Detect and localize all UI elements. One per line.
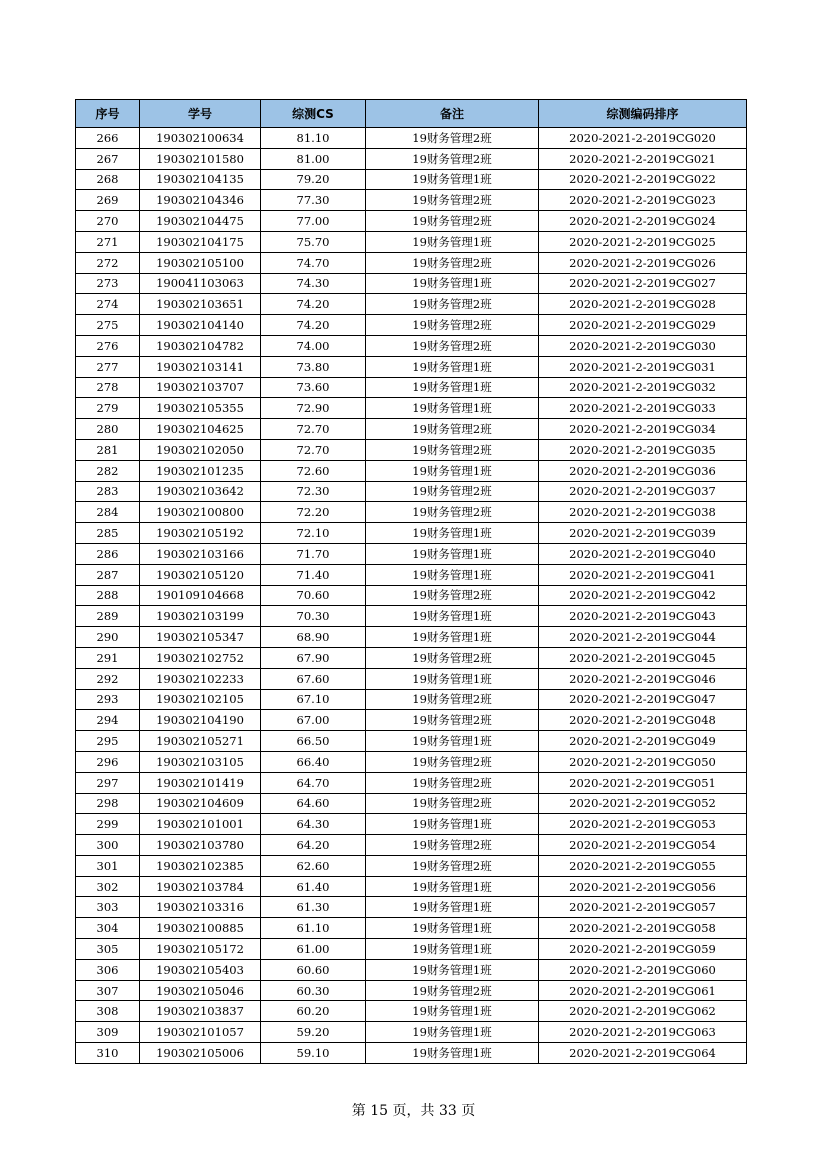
table-row xyxy=(76,1001,747,1022)
cell-code: 2020-2021-2-2019CG036 xyxy=(539,460,747,481)
footer-middle: 页，共 xyxy=(392,1103,435,1119)
cell-score: 61.00 xyxy=(261,939,366,960)
cell-seq: 288 xyxy=(76,585,140,606)
cell-code: 2020-2021-2-2019CG042 xyxy=(539,585,747,606)
cell-seq: 308 xyxy=(76,1001,140,1022)
cell-remark: 19财务管理2班 xyxy=(366,148,539,169)
cell-student-id: 190109104668 xyxy=(140,585,261,606)
footer-current-page: 15 xyxy=(370,1103,389,1119)
cell-student-id: 190302103642 xyxy=(140,481,261,502)
table-row xyxy=(76,710,747,731)
table-row xyxy=(76,647,747,668)
cell-code: 2020-2021-2-2019CG031 xyxy=(539,356,747,377)
cell-student-id: 190302101419 xyxy=(140,772,261,793)
footer-suffix: 页 xyxy=(461,1103,476,1119)
cell-seq: 309 xyxy=(76,1022,140,1043)
cell-score: 60.30 xyxy=(261,980,366,1001)
cell-code: 2020-2021-2-2019CG053 xyxy=(539,814,747,835)
cell-remark: 19财务管理2班 xyxy=(366,294,539,315)
cell-seq: 273 xyxy=(76,273,140,294)
cell-seq: 284 xyxy=(76,502,140,523)
cell-seq: 306 xyxy=(76,959,140,980)
cell-seq: 275 xyxy=(76,315,140,336)
footer-prefix: 第 xyxy=(351,1103,366,1119)
cell-code: 2020-2021-2-2019CG062 xyxy=(539,1001,747,1022)
cell-score: 77.00 xyxy=(261,211,366,232)
cell-remark: 19财务管理2班 xyxy=(366,315,539,336)
cell-seq: 300 xyxy=(76,835,140,856)
cell-seq: 297 xyxy=(76,772,140,793)
cell-score: 60.60 xyxy=(261,959,366,980)
cell-code: 2020-2021-2-2019CG054 xyxy=(539,835,747,856)
cell-student-id: 190302104625 xyxy=(140,419,261,440)
cell-seq: 303 xyxy=(76,897,140,918)
cell-remark: 19财务管理1班 xyxy=(366,273,539,294)
cell-code: 2020-2021-2-2019CG045 xyxy=(539,647,747,668)
table-row xyxy=(76,252,747,273)
cell-code: 2020-2021-2-2019CG034 xyxy=(539,419,747,440)
cell-score: 72.90 xyxy=(261,398,366,419)
table-row xyxy=(76,356,747,377)
cell-code: 2020-2021-2-2019CG051 xyxy=(539,772,747,793)
cell-code: 2020-2021-2-2019CG061 xyxy=(539,980,747,1001)
table-row xyxy=(76,398,747,419)
header-remark: 备注 xyxy=(366,100,539,128)
cell-code: 2020-2021-2-2019CG021 xyxy=(539,148,747,169)
cell-seq: 295 xyxy=(76,731,140,752)
cell-code: 2020-2021-2-2019CG056 xyxy=(539,876,747,897)
cell-score: 61.10 xyxy=(261,918,366,939)
table-row xyxy=(76,793,747,814)
table-row xyxy=(76,273,747,294)
cell-seq: 272 xyxy=(76,252,140,273)
cell-score: 66.40 xyxy=(261,751,366,772)
cell-remark: 19财务管理1班 xyxy=(366,918,539,939)
cell-seq: 271 xyxy=(76,231,140,252)
cell-student-id: 190302104175 xyxy=(140,231,261,252)
cell-remark: 19财务管理2班 xyxy=(366,585,539,606)
cell-student-id: 190302105192 xyxy=(140,523,261,544)
cell-seq: 287 xyxy=(76,564,140,585)
cell-code: 2020-2021-2-2019CG032 xyxy=(539,377,747,398)
cell-remark: 19财务管理2班 xyxy=(366,855,539,876)
table-row xyxy=(76,190,747,211)
cell-code: 2020-2021-2-2019CG033 xyxy=(539,398,747,419)
cell-remark: 19财务管理1班 xyxy=(366,731,539,752)
cell-remark: 19财务管理2班 xyxy=(366,980,539,1001)
cell-code: 2020-2021-2-2019CG046 xyxy=(539,668,747,689)
cell-score: 77.30 xyxy=(261,190,366,211)
table-row xyxy=(76,211,747,232)
table-row xyxy=(76,855,747,876)
table-row xyxy=(76,772,747,793)
cell-seq: 282 xyxy=(76,460,140,481)
cell-code: 2020-2021-2-2019CG055 xyxy=(539,855,747,876)
header-row xyxy=(76,100,747,128)
cell-code: 2020-2021-2-2019CG049 xyxy=(539,731,747,752)
cell-student-id: 190302104609 xyxy=(140,793,261,814)
cell-score: 61.30 xyxy=(261,897,366,918)
cell-score: 59.10 xyxy=(261,1043,366,1064)
cell-seq: 286 xyxy=(76,543,140,564)
cell-score: 81.10 xyxy=(261,128,366,149)
cell-score: 64.70 xyxy=(261,772,366,793)
cell-student-id: 190302104782 xyxy=(140,335,261,356)
cell-student-id: 190302102233 xyxy=(140,668,261,689)
cell-remark: 19财务管理1班 xyxy=(366,523,539,544)
cell-seq: 280 xyxy=(76,419,140,440)
cell-remark: 19财务管理2班 xyxy=(366,710,539,731)
table-row xyxy=(76,835,747,856)
cell-seq: 277 xyxy=(76,356,140,377)
table-row xyxy=(76,439,747,460)
cell-remark: 19财务管理2班 xyxy=(366,439,539,460)
cell-student-id: 190302102050 xyxy=(140,439,261,460)
cell-score: 59.20 xyxy=(261,1022,366,1043)
cell-remark: 19财务管理2班 xyxy=(366,772,539,793)
cell-score: 70.60 xyxy=(261,585,366,606)
cell-remark: 19财务管理2班 xyxy=(366,835,539,856)
cell-score: 62.60 xyxy=(261,855,366,876)
cell-score: 70.30 xyxy=(261,606,366,627)
cell-student-id: 190302105006 xyxy=(140,1043,261,1064)
cell-code: 2020-2021-2-2019CG020 xyxy=(539,128,747,149)
cell-score: 73.80 xyxy=(261,356,366,377)
table-row xyxy=(76,918,747,939)
cell-code: 2020-2021-2-2019CG023 xyxy=(539,190,747,211)
table-row xyxy=(76,315,747,336)
cell-remark: 19财务管理1班 xyxy=(366,939,539,960)
table-row xyxy=(76,585,747,606)
cell-code: 2020-2021-2-2019CG022 xyxy=(539,169,747,190)
cell-student-id: 190302103316 xyxy=(140,897,261,918)
table-row xyxy=(76,980,747,1001)
table-row xyxy=(76,1043,747,1064)
score-table xyxy=(75,99,747,1064)
table-row xyxy=(76,627,747,648)
cell-code: 2020-2021-2-2019CG047 xyxy=(539,689,747,710)
cell-remark: 19财务管理1班 xyxy=(366,606,539,627)
cell-remark: 19财务管理2班 xyxy=(366,751,539,772)
cell-code: 2020-2021-2-2019CG035 xyxy=(539,439,747,460)
cell-code: 2020-2021-2-2019CG040 xyxy=(539,543,747,564)
cell-code: 2020-2021-2-2019CG059 xyxy=(539,939,747,960)
table-row xyxy=(76,751,747,772)
cell-code: 2020-2021-2-2019CG041 xyxy=(539,564,747,585)
cell-score: 67.00 xyxy=(261,710,366,731)
cell-remark: 19财务管理1班 xyxy=(366,398,539,419)
cell-student-id: 190302102752 xyxy=(140,647,261,668)
cell-remark: 19财务管理1班 xyxy=(366,231,539,252)
cell-score: 75.70 xyxy=(261,231,366,252)
table-row xyxy=(76,231,747,252)
table-row xyxy=(76,419,747,440)
table-row xyxy=(76,169,747,190)
cell-seq: 294 xyxy=(76,710,140,731)
cell-score: 72.60 xyxy=(261,460,366,481)
cell-remark: 19财务管理2班 xyxy=(366,502,539,523)
cell-score: 68.90 xyxy=(261,627,366,648)
cell-remark: 19财务管理2班 xyxy=(366,481,539,502)
cell-score: 67.60 xyxy=(261,668,366,689)
table-row xyxy=(76,564,747,585)
cell-student-id: 190302105403 xyxy=(140,959,261,980)
cell-student-id: 190302103784 xyxy=(140,876,261,897)
table-row xyxy=(76,876,747,897)
table-row xyxy=(76,959,747,980)
cell-code: 2020-2021-2-2019CG050 xyxy=(539,751,747,772)
cell-remark: 19财务管理1班 xyxy=(366,460,539,481)
page-footer xyxy=(0,1100,827,1120)
cell-remark: 19财务管理1班 xyxy=(366,1001,539,1022)
cell-seq: 298 xyxy=(76,793,140,814)
cell-seq: 304 xyxy=(76,918,140,939)
cell-code: 2020-2021-2-2019CG064 xyxy=(539,1043,747,1064)
cell-code: 2020-2021-2-2019CG058 xyxy=(539,918,747,939)
cell-score: 72.10 xyxy=(261,523,366,544)
cell-student-id: 190302100800 xyxy=(140,502,261,523)
cell-seq: 268 xyxy=(76,169,140,190)
cell-remark: 19财务管理1班 xyxy=(366,876,539,897)
table-row xyxy=(76,1022,747,1043)
cell-student-id: 190302103780 xyxy=(140,835,261,856)
cell-student-id: 190302102105 xyxy=(140,689,261,710)
cell-seq: 291 xyxy=(76,647,140,668)
cell-seq: 281 xyxy=(76,439,140,460)
cell-seq: 279 xyxy=(76,398,140,419)
table-row xyxy=(76,814,747,835)
cell-score: 66.50 xyxy=(261,731,366,752)
cell-student-id: 190302102385 xyxy=(140,855,261,876)
cell-student-id: 190302100634 xyxy=(140,128,261,149)
table-row xyxy=(76,481,747,502)
cell-seq: 293 xyxy=(76,689,140,710)
cell-remark: 19财务管理2班 xyxy=(366,335,539,356)
cell-seq: 299 xyxy=(76,814,140,835)
cell-seq: 305 xyxy=(76,939,140,960)
cell-student-id: 190302101580 xyxy=(140,148,261,169)
cell-remark: 19财务管理1班 xyxy=(366,1022,539,1043)
cell-student-id: 190302104475 xyxy=(140,211,261,232)
table-row xyxy=(76,523,747,544)
cell-score: 72.20 xyxy=(261,502,366,523)
cell-remark: 19财务管理2班 xyxy=(366,128,539,149)
cell-student-id: 190302105046 xyxy=(140,980,261,1001)
table-row xyxy=(76,335,747,356)
cell-score: 74.20 xyxy=(261,315,366,336)
table-row xyxy=(76,543,747,564)
cell-remark: 19财务管理2班 xyxy=(366,689,539,710)
cell-remark: 19财务管理2班 xyxy=(366,793,539,814)
header-seq: 序号 xyxy=(76,100,140,128)
cell-remark: 19财务管理1班 xyxy=(366,959,539,980)
cell-remark: 19财务管理1班 xyxy=(366,814,539,835)
cell-student-id: 190302104140 xyxy=(140,315,261,336)
cell-code: 2020-2021-2-2019CG052 xyxy=(539,793,747,814)
cell-remark: 19财务管理2班 xyxy=(366,190,539,211)
cell-student-id: 190302103166 xyxy=(140,543,261,564)
cell-score: 73.60 xyxy=(261,377,366,398)
cell-student-id: 190302103105 xyxy=(140,751,261,772)
table-row xyxy=(76,128,747,149)
cell-code: 2020-2021-2-2019CG039 xyxy=(539,523,747,544)
cell-student-id: 190302104346 xyxy=(140,190,261,211)
header-code: 综测编码排序 xyxy=(539,100,747,128)
cell-remark: 19财务管理1班 xyxy=(366,1043,539,1064)
cell-remark: 19财务管理1班 xyxy=(366,897,539,918)
cell-score: 81.00 xyxy=(261,148,366,169)
cell-code: 2020-2021-2-2019CG044 xyxy=(539,627,747,648)
table-body xyxy=(76,128,747,1064)
cell-seq: 301 xyxy=(76,855,140,876)
cell-code: 2020-2021-2-2019CG028 xyxy=(539,294,747,315)
table-header xyxy=(76,100,747,128)
cell-remark: 19财务管理2班 xyxy=(366,211,539,232)
cell-score: 71.40 xyxy=(261,564,366,585)
table-row xyxy=(76,294,747,315)
cell-student-id: 190302103199 xyxy=(140,606,261,627)
cell-remark: 19财务管理1班 xyxy=(366,377,539,398)
cell-code: 2020-2021-2-2019CG063 xyxy=(539,1022,747,1043)
cell-score: 67.10 xyxy=(261,689,366,710)
cell-score: 74.70 xyxy=(261,252,366,273)
table-row xyxy=(76,502,747,523)
cell-student-id: 190302105172 xyxy=(140,939,261,960)
cell-code: 2020-2021-2-2019CG048 xyxy=(539,710,747,731)
cell-score: 67.90 xyxy=(261,647,366,668)
cell-student-id: 190302105347 xyxy=(140,627,261,648)
cell-seq: 274 xyxy=(76,294,140,315)
cell-seq: 289 xyxy=(76,606,140,627)
cell-score: 74.00 xyxy=(261,335,366,356)
cell-score: 74.20 xyxy=(261,294,366,315)
cell-code: 2020-2021-2-2019CG060 xyxy=(539,959,747,980)
cell-seq: 283 xyxy=(76,481,140,502)
cell-seq: 270 xyxy=(76,211,140,232)
cell-code: 2020-2021-2-2019CG038 xyxy=(539,502,747,523)
cell-student-id: 190302100885 xyxy=(140,918,261,939)
cell-remark: 19财务管理1班 xyxy=(366,169,539,190)
table-row xyxy=(76,377,747,398)
cell-code: 2020-2021-2-2019CG025 xyxy=(539,231,747,252)
cell-score: 60.20 xyxy=(261,1001,366,1022)
cell-seq: 310 xyxy=(76,1043,140,1064)
cell-code: 2020-2021-2-2019CG026 xyxy=(539,252,747,273)
cell-remark: 19财务管理1班 xyxy=(366,543,539,564)
table-row xyxy=(76,897,747,918)
cell-seq: 267 xyxy=(76,148,140,169)
cell-student-id: 190041103063 xyxy=(140,273,261,294)
header-score: 综测CS xyxy=(261,100,366,128)
cell-student-id: 190302101057 xyxy=(140,1022,261,1043)
cell-remark: 19财务管理2班 xyxy=(366,419,539,440)
cell-code: 2020-2021-2-2019CG057 xyxy=(539,897,747,918)
cell-student-id: 190302104190 xyxy=(140,710,261,731)
cell-seq: 307 xyxy=(76,980,140,1001)
cell-remark: 19财务管理2班 xyxy=(366,252,539,273)
cell-score: 72.30 xyxy=(261,481,366,502)
cell-student-id: 190302101001 xyxy=(140,814,261,835)
cell-student-id: 190302101235 xyxy=(140,460,261,481)
cell-seq: 290 xyxy=(76,627,140,648)
cell-student-id: 190302105120 xyxy=(140,564,261,585)
cell-remark: 19财务管理1班 xyxy=(366,627,539,648)
cell-score: 71.70 xyxy=(261,543,366,564)
cell-seq: 285 xyxy=(76,523,140,544)
cell-student-id: 190302103707 xyxy=(140,377,261,398)
cell-score: 79.20 xyxy=(261,169,366,190)
cell-code: 2020-2021-2-2019CG037 xyxy=(539,481,747,502)
cell-score: 72.70 xyxy=(261,419,366,440)
cell-score: 74.30 xyxy=(261,273,366,294)
cell-code: 2020-2021-2-2019CG043 xyxy=(539,606,747,627)
cell-seq: 266 xyxy=(76,128,140,149)
cell-remark: 19财务管理1班 xyxy=(366,356,539,377)
cell-code: 2020-2021-2-2019CG029 xyxy=(539,315,747,336)
cell-score: 72.70 xyxy=(261,439,366,460)
cell-seq: 302 xyxy=(76,876,140,897)
cell-student-id: 190302105271 xyxy=(140,731,261,752)
table-row xyxy=(76,939,747,960)
table-row xyxy=(76,606,747,627)
table-row xyxy=(76,148,747,169)
table-row xyxy=(76,460,747,481)
cell-student-id: 190302104135 xyxy=(140,169,261,190)
table-row xyxy=(76,668,747,689)
cell-student-id: 190302105100 xyxy=(140,252,261,273)
footer-total-pages: 33 xyxy=(438,1103,457,1119)
table-row xyxy=(76,689,747,710)
cell-seq: 292 xyxy=(76,668,140,689)
cell-code: 2020-2021-2-2019CG030 xyxy=(539,335,747,356)
cell-score: 64.60 xyxy=(261,793,366,814)
cell-student-id: 190302103837 xyxy=(140,1001,261,1022)
cell-student-id: 190302103141 xyxy=(140,356,261,377)
cell-score: 64.30 xyxy=(261,814,366,835)
cell-remark: 19财务管理1班 xyxy=(366,564,539,585)
cell-code: 2020-2021-2-2019CG027 xyxy=(539,273,747,294)
header-student-id: 学号 xyxy=(140,100,261,128)
cell-student-id: 190302105355 xyxy=(140,398,261,419)
cell-student-id: 190302103651 xyxy=(140,294,261,315)
cell-seq: 269 xyxy=(76,190,140,211)
cell-remark: 19财务管理2班 xyxy=(366,647,539,668)
cell-code: 2020-2021-2-2019CG024 xyxy=(539,211,747,232)
cell-score: 64.20 xyxy=(261,835,366,856)
table-row xyxy=(76,731,747,752)
cell-seq: 276 xyxy=(76,335,140,356)
cell-seq: 296 xyxy=(76,751,140,772)
cell-remark: 19财务管理1班 xyxy=(366,668,539,689)
cell-seq: 278 xyxy=(76,377,140,398)
cell-score: 61.40 xyxy=(261,876,366,897)
